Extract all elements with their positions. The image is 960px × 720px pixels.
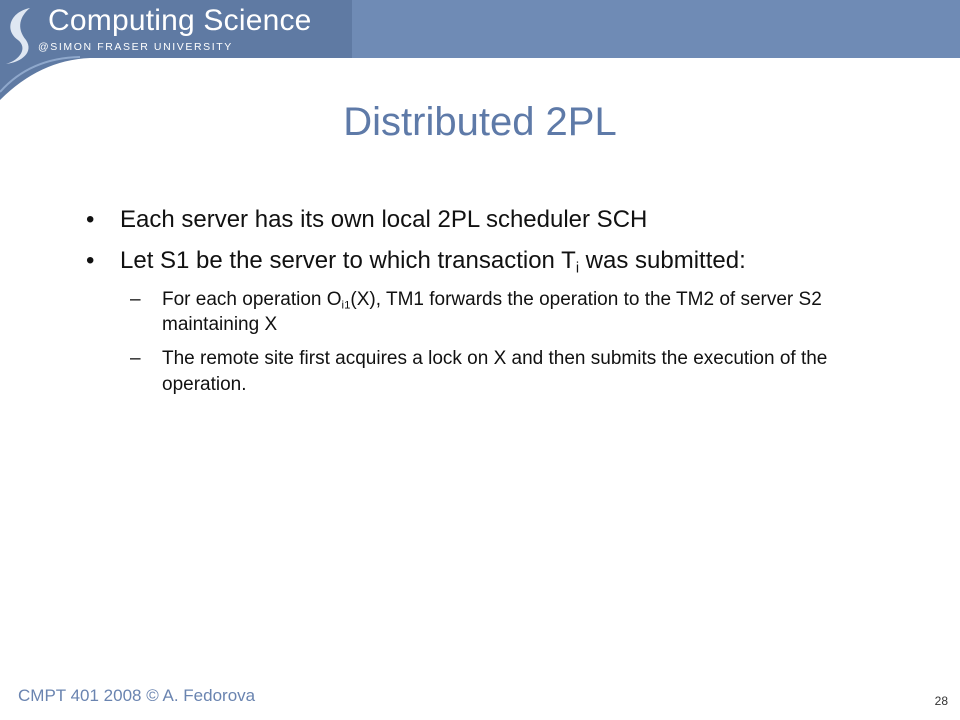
sub-bullet-item (86, 346, 886, 397)
slide-content (86, 205, 886, 406)
sub-bullet-text: (X), TM1 forwards the operation to the TM2 of server S2 maintaining X (162, 288, 822, 336)
bullet-item (86, 246, 886, 277)
bullet-item (86, 205, 886, 236)
subscript: i1 (341, 299, 351, 312)
footer-credit: CMPT 401 2008 © A. Fedorova (18, 686, 256, 705)
bullet-text: Each server has its own local 2PL scheduler SCH (120, 206, 648, 233)
bullet-text: was submitted: (579, 246, 746, 274)
sub-bullet-item (86, 287, 886, 338)
dash-icon: – (130, 288, 141, 310)
logo-subtitle: @SIMON FRASER UNIVERSITY (38, 41, 233, 53)
dash-icon: – (130, 348, 141, 370)
slide-title: Distributed 2PL (343, 100, 617, 144)
bullet-icon: • (86, 206, 95, 233)
sub-bullet-text: The remote site first acquires a lock on X and then submits the execution of the operation. (162, 348, 828, 395)
bullet-icon: • (86, 246, 95, 274)
sub-bullet-text: For each operation O (162, 288, 342, 310)
subscript: i (575, 260, 580, 277)
bullet-text: Let S1 be the server to which transaction T (120, 246, 576, 274)
logo-title: Computing Science (48, 4, 312, 37)
page-number: 28 (934, 694, 948, 708)
